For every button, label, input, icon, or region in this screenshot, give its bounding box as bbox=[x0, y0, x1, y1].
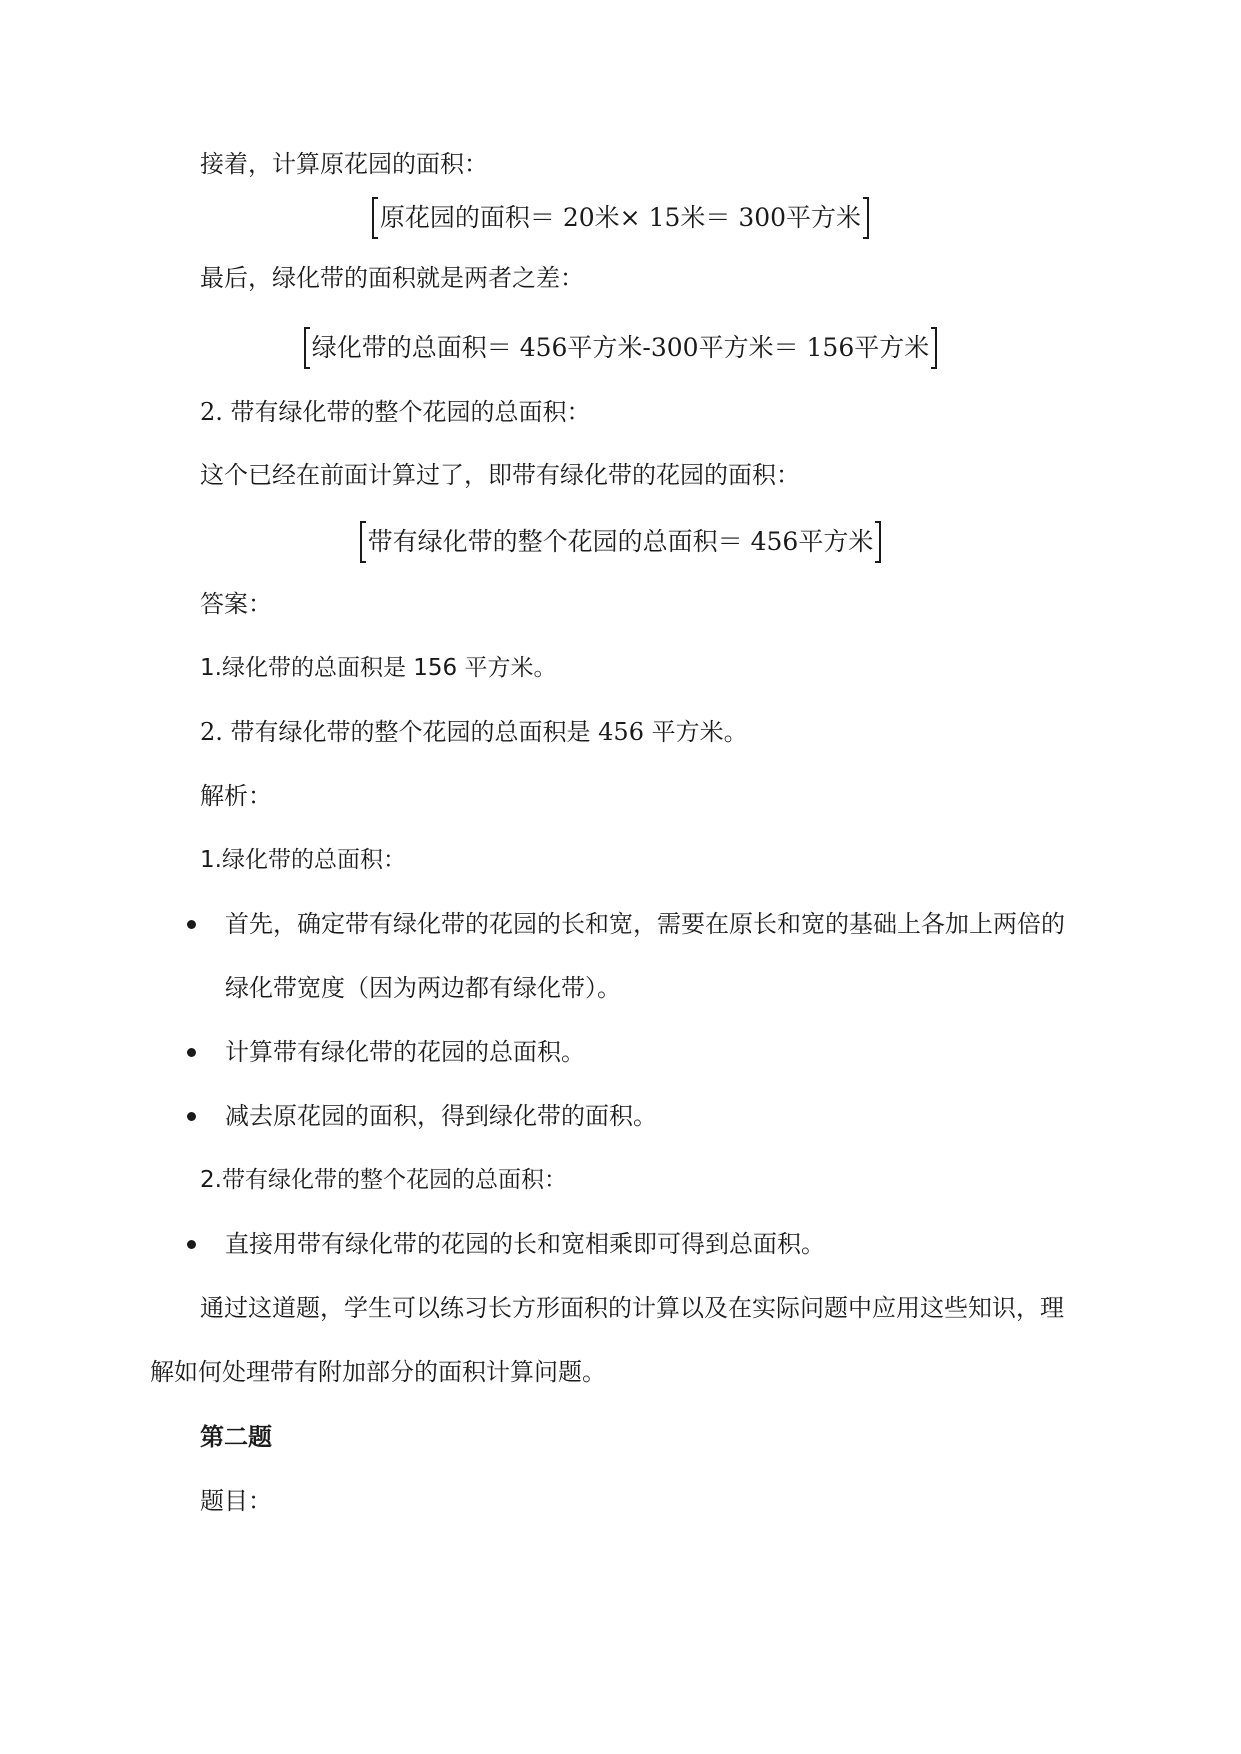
bullet-icon bbox=[187, 1240, 196, 1249]
paragraph: 1.绿化带的总面积是 156 平方米。 bbox=[200, 655, 557, 681]
left-bracket bbox=[304, 327, 310, 369]
bullet-icon bbox=[187, 1112, 196, 1121]
list-item-text-continued: 绿化带宽度（因为两边都有绿化带）。 bbox=[225, 974, 621, 1002]
paragraph: 这个已经在前面计算过了，即带有绿化带的花园的面积： bbox=[200, 461, 800, 489]
list-item-text: 计算带有绿化带的花园的总面积。 bbox=[225, 1038, 585, 1066]
section-heading: 第二题 bbox=[200, 1423, 272, 1451]
bullet-icon bbox=[187, 1048, 196, 1057]
paragraph: 最后，绿化带的面积就是两者之差： bbox=[200, 264, 584, 292]
paragraph: 通过这道题，学生可以练习长方形面积的计算以及在实际问题中应用这些知识，理 bbox=[200, 1294, 1064, 1322]
paragraph-question-label: 题目： bbox=[200, 1487, 272, 1515]
paragraph-analysis-label: 解析： bbox=[200, 782, 272, 810]
formula-text: 原花园的面积＝ 20米× 15米＝ 300平方米 bbox=[379, 203, 862, 232]
formula-whole-garden-area bbox=[0, 520, 1241, 577]
paragraph: 2. 带有绿化带的整个花园的总面积： bbox=[200, 398, 591, 426]
paragraph: 1.绿化带的总面积： bbox=[200, 847, 406, 873]
list-item-text: 首先，确定带有绿化带的花园的长和宽，需要在原长和宽的基础上各加上两倍的 bbox=[225, 910, 1065, 938]
formula-text: 带有绿化带的整个花园的总面积＝ 456平方米 bbox=[367, 527, 874, 556]
paragraph-continued: 解如何处理带有附加部分的面积计算问题。 bbox=[150, 1358, 606, 1386]
list-item-text: 减去原花园的面积，得到绿化带的面积。 bbox=[225, 1102, 657, 1130]
left-bracket bbox=[360, 521, 366, 563]
paragraph-answer-label: 答案： bbox=[200, 590, 272, 618]
right-bracket bbox=[875, 521, 881, 563]
paragraph: 2.带有绿化带的整个花园的总面积： bbox=[200, 1167, 567, 1193]
list-item-text: 直接用带有绿化带的花园的长和宽相乘即可得到总面积。 bbox=[225, 1230, 825, 1258]
formula-text: 绿化带的总面积＝ 456平方米-300平方米＝ 156平方米 bbox=[311, 333, 930, 362]
paragraph: 2. 带有绿化带的整个花园的总面积是 456 平方米。 bbox=[200, 718, 748, 746]
formula-original-area bbox=[0, 196, 1241, 253]
paragraph: 接着，计算原花园的面积： bbox=[200, 150, 488, 178]
formula-green-belt-area bbox=[0, 326, 1241, 383]
right-bracket bbox=[863, 197, 869, 239]
right-bracket bbox=[931, 327, 937, 369]
bullet-icon bbox=[187, 920, 196, 929]
left-bracket bbox=[372, 197, 378, 239]
